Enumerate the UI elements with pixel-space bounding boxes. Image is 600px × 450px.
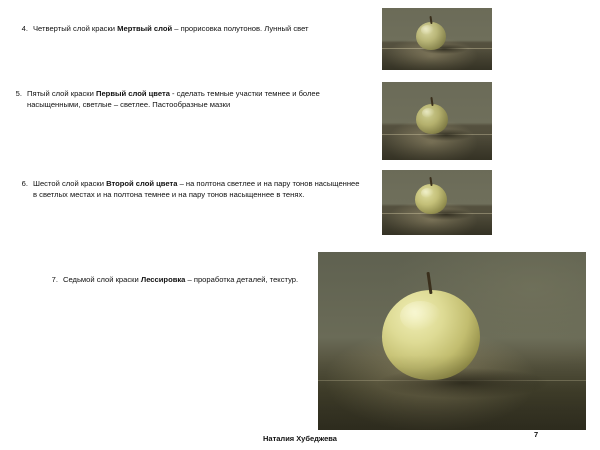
step-text-before-7: Седьмой слой краски: [63, 275, 141, 284]
foreground-shadow: [382, 213, 492, 235]
step-text-after-4: – прорисовка полутонов. Лунный свет: [172, 24, 309, 33]
step-item-6: [14, 178, 364, 200]
step-number-7: 7.: [51, 275, 58, 284]
foreground-shadow: [382, 133, 492, 160]
foreground-shadow: [318, 355, 586, 430]
apple-shape: [416, 104, 448, 134]
step-text-before-5: Пятый слой краски: [27, 89, 96, 98]
step-text-before-4: Четвертый слой краски: [33, 24, 118, 33]
step-item-7: [44, 274, 344, 285]
step-text-after-7: – проработка деталей, текстур.: [185, 275, 299, 284]
footer-author: Наталия Хубеджева: [263, 434, 337, 443]
step-term-4: Мертвый слой: [117, 24, 173, 33]
step-term-6: Второй слой цвета: [106, 179, 178, 188]
foreground-shadow: [382, 49, 492, 70]
apple-painting-stage-2: [382, 82, 492, 160]
step-text-after-5: - сделать темные участки темнее и более насыщенными, светлые – светлее. Пастообразные мазки: [27, 89, 320, 109]
step-text-4: [33, 23, 354, 34]
step-text-5: [27, 88, 358, 110]
apple-shape: [416, 22, 446, 50]
step-text-6: [33, 178, 364, 200]
apple-painting-stage-1: [382, 8, 492, 70]
step-term-7: Лессировка: [140, 275, 186, 284]
apple-painting-stage-3: [382, 170, 492, 235]
apple-shape: [415, 184, 447, 214]
step-text-before-6: Шестой слой краски: [33, 179, 107, 188]
step-number-5: 5.: [15, 89, 22, 98]
step-item-4: [14, 23, 354, 34]
step-number-6: 6.: [21, 179, 28, 188]
step-text-after-6: – на полтона светлее и на пару тонов насыщеннее в светлых местах и на полтона темнее и на пару тонов насыщеннее в тенях.: [33, 179, 360, 199]
step-text-7: [63, 274, 344, 285]
step-number-4: 4.: [21, 24, 28, 33]
page-number: 7: [534, 430, 539, 439]
apple-painting-final: [318, 252, 586, 430]
step-item-5: [8, 88, 358, 110]
step-term-5: Первый слой цвета: [96, 89, 170, 98]
